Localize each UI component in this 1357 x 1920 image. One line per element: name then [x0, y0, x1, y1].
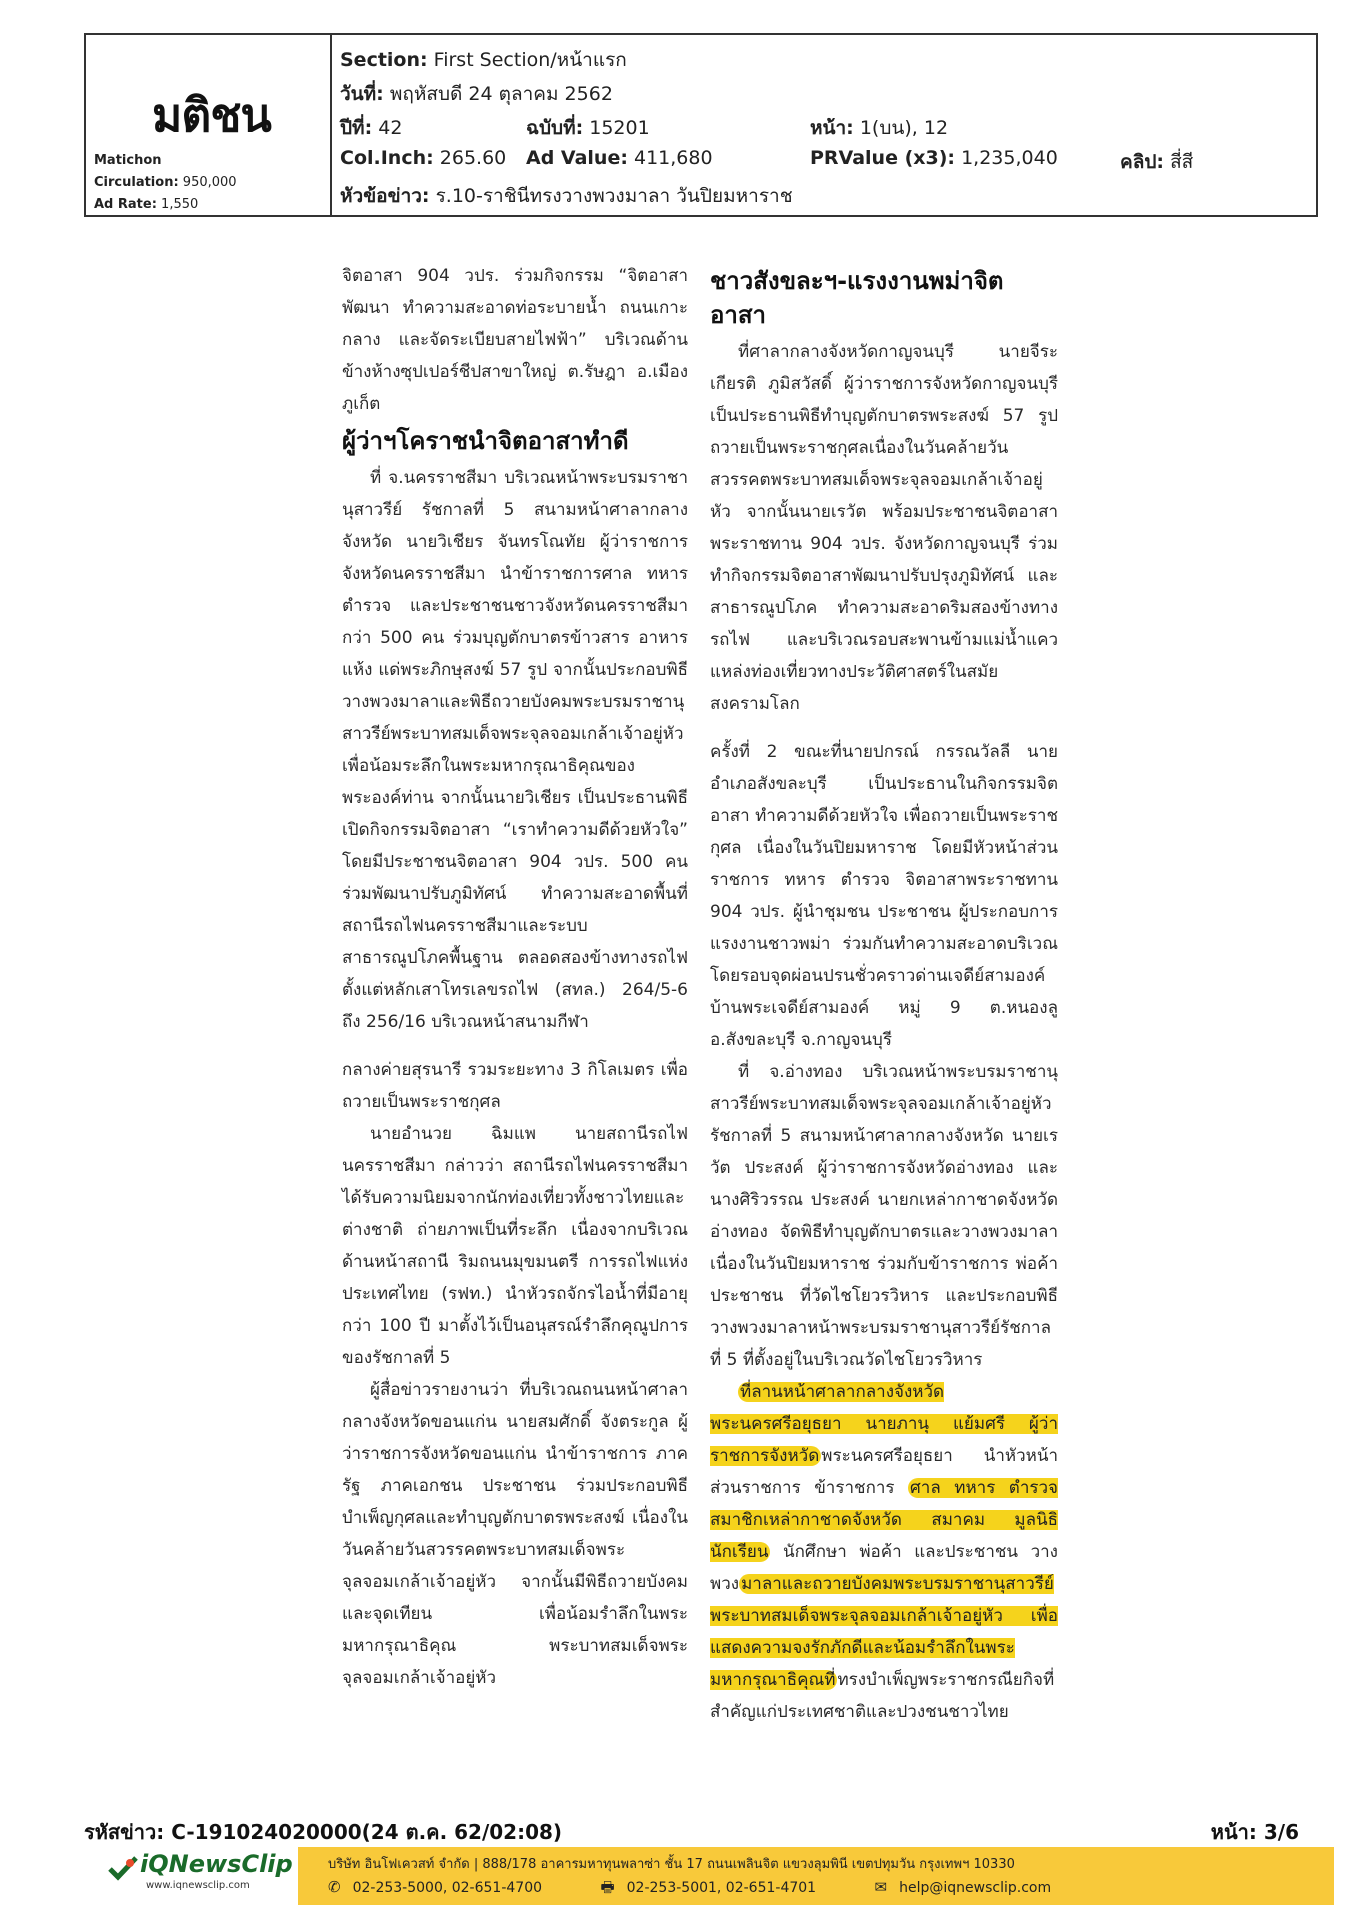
- headline-row: หัวข้อข่าว: ร.10-ราชินีทรงวางพวงมาลา วันปิยมหาราช: [340, 185, 793, 207]
- date-row: วันที่: พฤหัสบดี 24 ตุลาคม 2562: [340, 83, 613, 105]
- subheading: ผู้ว่าฯโคราชนำจิตอาสาทำดี: [342, 427, 629, 455]
- highlight: ที่ลานหน้าศาลากลางจังหวัดพระนครศรีอยุธยา นายภานุ แย้มศรี ผู้ว่าราชการจังหวัด: [710, 1382, 1058, 1466]
- article-column-left: [342, 260, 688, 1694]
- article-column-right: [710, 260, 1058, 1728]
- paragraph: นายอำนวย ฉิมแพ นายสถานีรถไฟนครราชสีมา กล่าวว่า สถานีรถไฟนครราชสีมาได้รับความนิยมจากนักท่องเที่ยวทั้งชาวไทยและต่างชาติ ถ่ายภาพเป็นที่ระลึก เนื่องจากบริเวณด้านหน้าสถานี ริมถนนมุขมนตรี การรถไฟแห่งประเทศไทย (รฟท.) นำหัวรถจักรไอน้ำที่มีอายุกว่า 100 ปี มาตั้งไว้เป็นอนุสรณ์รำลึกคุณูปการของรัชกาลที่ 5: [342, 1124, 688, 1368]
- clipping-header: [84, 33, 1318, 217]
- newspaper-logo: มติชน: [152, 88, 271, 142]
- publisher-name: Matichon: [94, 153, 162, 168]
- ad-rate: Ad Rate: 1,550: [94, 197, 199, 212]
- fax-icon: 🖶: [600, 1878, 615, 1896]
- paragraph: ที่ จ.นครราชสีมา บริเวณหน้าพระบรมราชานุสาวรีย์ รัชกาลที่ 5 สนามหน้าศาลากลางจังหวัด นายวิเชียร จันทรโณทัย ผู้ว่าราชการจังหวัดนครราชสีมา นำข้าราชการศาล ทหาร ตำรวจ และประชาชนชาวจังหวัดนครราชสีมากว่า 500 คน ร่วมบุญตักบาตรข้าวสาร อาหารแห้ง แด่พระภิกษุสงฆ์ 57 รูป จากนั้นประกอบพิธีวางพวงมาลาและพิธีถวายบังคมพระบรมราชานุสาวรีย์พระบาทสมเด็จพระจุลจอมเกล้าเจ้าอยู่หัว เพื่อน้อมระลึกในพระมหากรุณาธิคุณของพระองค์ท่าน จากนั้นนายวิเชียร เป็นประธานพิธีเปิดกิจกรรมจิตอาสา “เราทำความดีด้วยหัวใจ” โดยมีประชาชนจิตอาสา 904 วปร. 500 คน ร่วมพัฒนาปรับภูมิทัศน์ ทำความสะอาดพื้นที่สถานีรถไฟนครราชสีมาและระบบสาธารณูปโภคพื้นฐาน ตลอดสองข้างทางรถไฟ ตั้งแต่หลักเสาโทรเลขรถไฟ (สทล.) 264/5-6 ถึง 256/16 บริเวณหน้าสนามกีฬา: [342, 468, 688, 1032]
- fax-number: 02-253-5001, 02-651-4701: [626, 1880, 817, 1896]
- clip-color-field: คลิป: สี่สี: [1120, 151, 1194, 173]
- publisher-panel: [86, 35, 332, 215]
- contact-line: [328, 1877, 1075, 1902]
- phone-number: 02-253-5000, 02-651-4700: [352, 1880, 543, 1896]
- company-address: บริษัท อินโฟเควสท์ จำกัด | 888/178 อาคารมหาทุนพลาซ่า ชั้น 17 ถนนเพลินจิต แขวงลุมพินี เขตปทุมวัน กรุงเทพฯ 10330: [328, 1857, 1015, 1872]
- paragraph: ผู้สื่อข่าวรายงานว่า ที่บริเวณถนนหน้าศาลากลางจังหวัดขอนแก่น นายสมศักดิ์ จังตระกูล ผู้ว่าราชการจังหวัดขอนแก่น นำข้าราชการ ภาครัฐ ภาคเอกชน ประชาชน ร่วมประกอบพิธีบำเพ็ญกุศลและทำบุญตักบาตรพระสงฆ์ เนื่องในวันคล้ายวันสวรรคตพระบาทสมเด็จพระจุลจอมเกล้าเจ้าอยู่หัว จากนั้นมีพิธีถวายบังคมและจุดเทียน เพื่อน้อมรำลึกในพระมหากรุณาธิคุณ พระบาทสมเด็จพระจุลจอมเกล้าเจ้าอยู่หัว: [342, 1380, 688, 1688]
- check-icon: [108, 1855, 138, 1881]
- paragraph: ที่ศาลากลางจังหวัดกาญจนบุรี นายจีระเกียรติ ภูมิสวัสดิ์ ผู้ว่าราชการจังหวัดกาญจนบุรี เป็นประธานพิธีทำบุญตักบาตรพระสงฆ์ 57 รูป ถวายเป็นพระราชกุศลเนื่องในวันคล้ายวันสวรรคตพระบาทสมเด็จพระจุลจอมเกล้าเจ้าอยู่หัว จากนั้นนายเรวัต พร้อมประชาชนจิตอาสาพระราชทาน 904 วปร. จังหวัดกาญจนบุรี ร่วมทำกิจกรรมจิตอาสาพัฒนาปรับปรุงภูมิทัศน์ และสาธารณูปโภค ทำความสะอาดริมสองข้างทางรถไฟ และบริเวณรอบสะพานข้ามแม่น้ำแคว แหล่งท่องเที่ยวทางประวัติศาสตร์ในสมัยสงครามโลก: [710, 342, 1058, 714]
- email-address: help@iqnewsclip.com: [899, 1880, 1052, 1896]
- colinch-field: Col.Inch: 265.60: [340, 147, 507, 169]
- highlight: มาลาและถวายบังคมพระบรมราชานุสาวรีย์พระบาทสมเด็จพระจุลจอมเกล้าเจ้าอยู่หัว เพื่อแสดงความจงรักภักดีและน้อมรำลึกในพระมหากรุณาธิคุณที่: [710, 1574, 1058, 1690]
- email-icon: ✉: [874, 1878, 888, 1896]
- issue-field: ฉบับที่: 15201: [526, 117, 650, 139]
- year-field: ปีที่: 42: [340, 117, 403, 139]
- highlight: ศาล ทหาร ตำรวจ สมาชิกเหล่ากาชาดจังหวัด สมาคม มูลนิธิ นักเรียน: [710, 1478, 1059, 1562]
- subheading: ชาวสังขละฯ-แรงงานพม่าจิตอาสา: [710, 267, 1004, 329]
- paragraph: จิตอาสา 904 วปร. ร่วมกิจกรรม “จิตอาสาพัฒนา ทำความสะอาดท่อระบายน้ำ ถนนเกาะกลาง และจัดระเบียบสายไฟฟ้า” บริเวณด้านข้างห้างซุปเปอร์ชีปสาขาใหญ่ ต.รัษฎา อ.เมืองภูเก็ต: [342, 266, 688, 414]
- news-code: รหัสข่าว: C-191024020000(24 ต.ค. 62/02:08): [84, 1820, 563, 1844]
- page-number: หน้า: 3/6: [1210, 1820, 1299, 1844]
- phone-icon: ✆: [328, 1878, 341, 1896]
- paragraph: ที่ จ.อ่างทอง บริเวณหน้าพระบรมราชานุสาวรีย์พระบาทสมเด็จพระจุลจอมเกล้าเจ้าอยู่หัว รัชกาลที่ 5 สนามหน้าศาลากลางจังหวัด นายเรวัต ประสงค์ ผู้ว่าราชการจังหวัดอ่างทอง และนางศิริวรรณ ประสงค์ นายกเหล่ากาชาดจังหวัดอ่างทอง จัดพิธีทำบุญตักบาตรและวางพวงมาลา เนื่องในวันปิยมหาราช ร่วมกับข้าราชการ พ่อค้า ประชาชน ที่วัดไชโยวรวิหาร และประกอบพิธีวางพวงมาลาหน้าพระบรมราชานุสาวรีย์รัชกาลที่ 5 ที่ตั้งอยู่ในบริเวณวัดไชโยวรวิหาร: [710, 1062, 1058, 1370]
- contact-bar: [298, 1847, 1334, 1905]
- circulation: Circulation: 950,000: [94, 175, 237, 190]
- iqnewsclip-logo: iQNewsClip www.iqnewsclip.com: [108, 1850, 293, 1881]
- advalue-field: Ad Value: 411,680: [526, 147, 713, 169]
- highlighted-paragraph: ที่ลานหน้าศาลากลางจังหวัดพระนครศรีอยุธยา นายภานุ แย้มศรี ผู้ว่าราชการจังหวัด พระนครศรีอยุธยา นำหัวหน้าส่วนราชการ ข้าราชการ ศาล ทหาร ตำรวจ สมาชิกเหล่ากาชาดจังหวัด สมาคม มูลนิธิ นักเรียน นักศึกษา พ่อค้า และประชาชน วางพวง มาลาและถวายบังคมพระบรมราชานุสาวรีย์พระบาทสมเด็จพระจุลจอมเกล้าเจ้าอยู่หัว เพื่อแสดงความจงรักภักดีและน้อมรำลึกในพระมหากรุณาธิคุณที่ ทรงบำเพ็ญพระราชกรณียกิจที่สำคัญแก่ประเทศชาติและปวงชนชาวไทย: [710, 1382, 1059, 1722]
- page-field: หน้า: 1(บน), 12: [810, 117, 949, 139]
- section-row: Section: First Section/หน้าแรก: [340, 49, 627, 71]
- paragraph: กลางค่ายสุรนารี รวมระยะทาง 3 กิโลเมตร เพื่อถวายเป็นพระราชกุศล: [342, 1060, 688, 1112]
- prvalue-field: PRValue (x3): 1,235,040: [810, 147, 1058, 169]
- clip-meta-panel: [332, 35, 1316, 215]
- paragraph: ครั้งที่ 2 ขณะที่นายปกรณ์ กรรณวัลลี นายอำเภอสังขละบุรี เป็นประธานในกิจกรรมจิตอาสา ทำความดีด้วยหัวใจ เพื่อถวายเป็นพระราชกุศล เนื่องในวันปิยมหาราช โดยมีหัวหน้าส่วนราชการ ทหาร ตำรวจ จิตอาสาพระราชทาน 904 วปร. ผู้นำชุมชน ประชาชน ผู้ประกอบการ แรงงานชาวพม่า ร่วมกันทำความสะอาดบริเวณโดยรอบจุดผ่อนปรนชั่วคราวด่านเจดีย์สามองค์ บ้านพระเจดีย์สามองค์ หมู่ 9 ต.หนองลู อ.สังขละบุรี จ.กาญจนบุรี: [710, 742, 1058, 1050]
